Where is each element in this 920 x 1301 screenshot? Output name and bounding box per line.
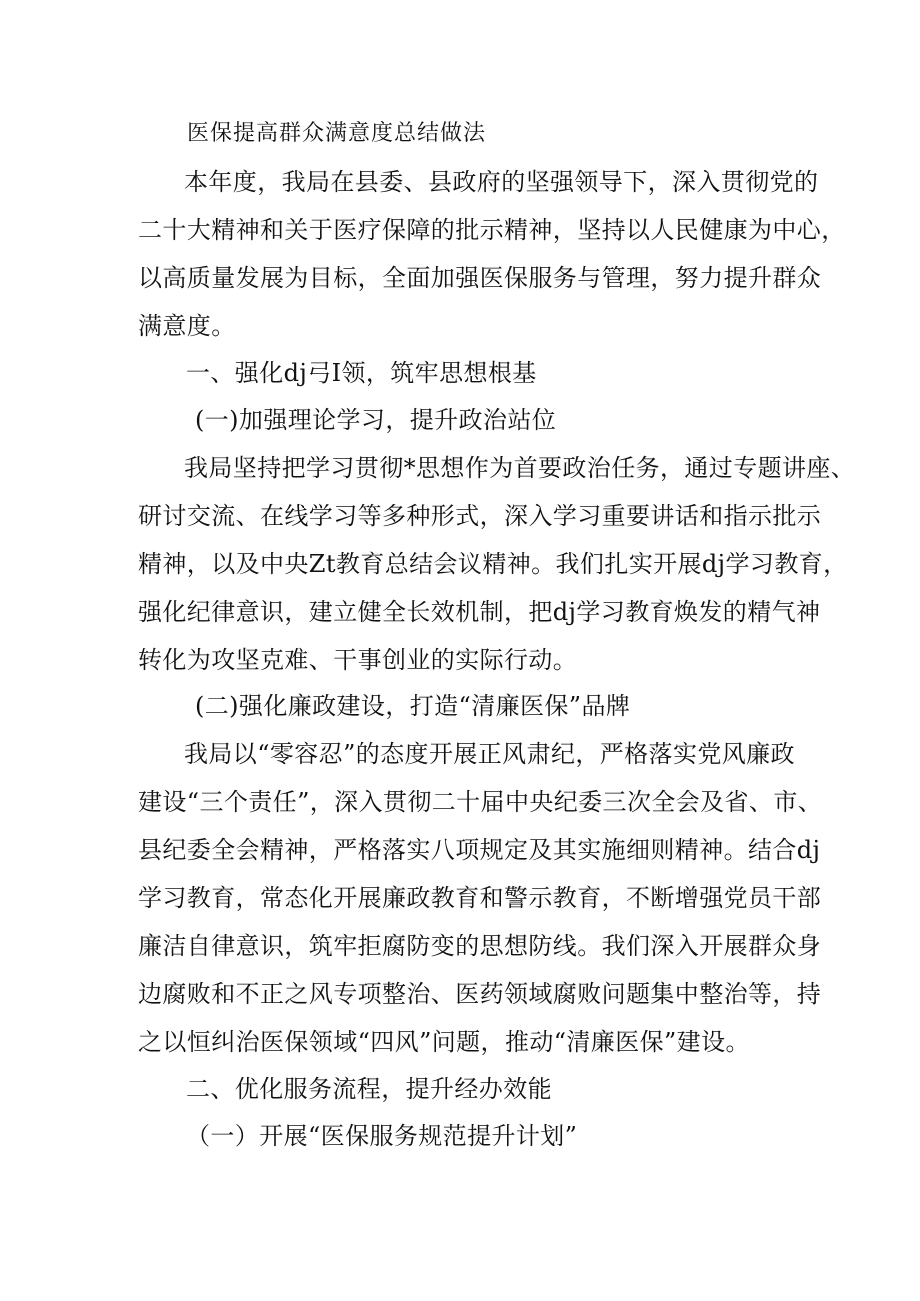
paragraph-line: 我局以“零容忍”的态度开展正风肃纪，严格落实党风廉政 <box>184 740 795 768</box>
paragraph-line: 学习教育，常态化开展廉政教育和警示教育，不断增强党员干部 <box>138 884 822 912</box>
document-title: 医保提高群众满意度总结做法 <box>187 121 487 146</box>
subsection-heading: (一)加强理论学习，提升政治站位 <box>195 406 557 434</box>
paragraph-line: 本年度，我局在县委、县政府的坚强领导下，深入贯彻党的 <box>184 168 819 196</box>
paragraph-line: 研讨交流、在线学习等多种形式，深入学习重要讲话和指示批示 <box>138 502 822 530</box>
paragraph-line: 我局坚持把学习贯彻*思想作为首要政治任务，通过专题讲座、 <box>184 454 856 482</box>
paragraph-line: 转化为攻坚克难、干事创业的实际行动。 <box>138 646 578 674</box>
paragraph-line: 精神，以及中央Zt教育总结会议精神。我们扎实开展dj学习教育， <box>138 550 848 578</box>
paragraph-line: 满意度。 <box>138 312 236 340</box>
paragraph-line: 之以恒纠治医保领域“四风”问题，推动“清廉医保”建设。 <box>138 1028 750 1056</box>
subsection-heading: (二)强化廉政建设，打造“清廉医保”品牌 <box>195 692 631 720</box>
subsection-heading: （一）开展“医保服务规范提升计划” <box>186 1122 578 1150</box>
paragraph-line: 二十大精神和关于医疗保障的批示精神，坚持以人民健康为中心， <box>138 216 846 244</box>
paragraph-line: 边腐败和不正之风专项整治、医药领域腐败问题集中整治等，持 <box>138 980 822 1008</box>
paragraph-line: 县纪委全会精神，严格落实八项规定及其实施细则精神。结合dj <box>138 836 821 864</box>
paragraph-line: 建设“三个责任”，深入贯彻二十届中央纪委三次全会及省、市、 <box>138 788 823 816</box>
section-heading: 二、优化服务流程，提升经办效能 <box>186 1075 552 1103</box>
paragraph-line: 以高质量发展为目标，全面加强医保服务与管理，努力提升群众 <box>138 264 822 292</box>
paragraph-line: 强化纪律意识，建立健全长效机制，把dj学习教育焕发的精气神 <box>138 598 821 626</box>
paragraph-line: 廉洁自律意识，筑牢拒腐防变的思想防线。我们深入开展群众身 <box>138 932 822 960</box>
section-heading: 一、强化dj弓I领，筑牢思想根基 <box>186 359 537 387</box>
